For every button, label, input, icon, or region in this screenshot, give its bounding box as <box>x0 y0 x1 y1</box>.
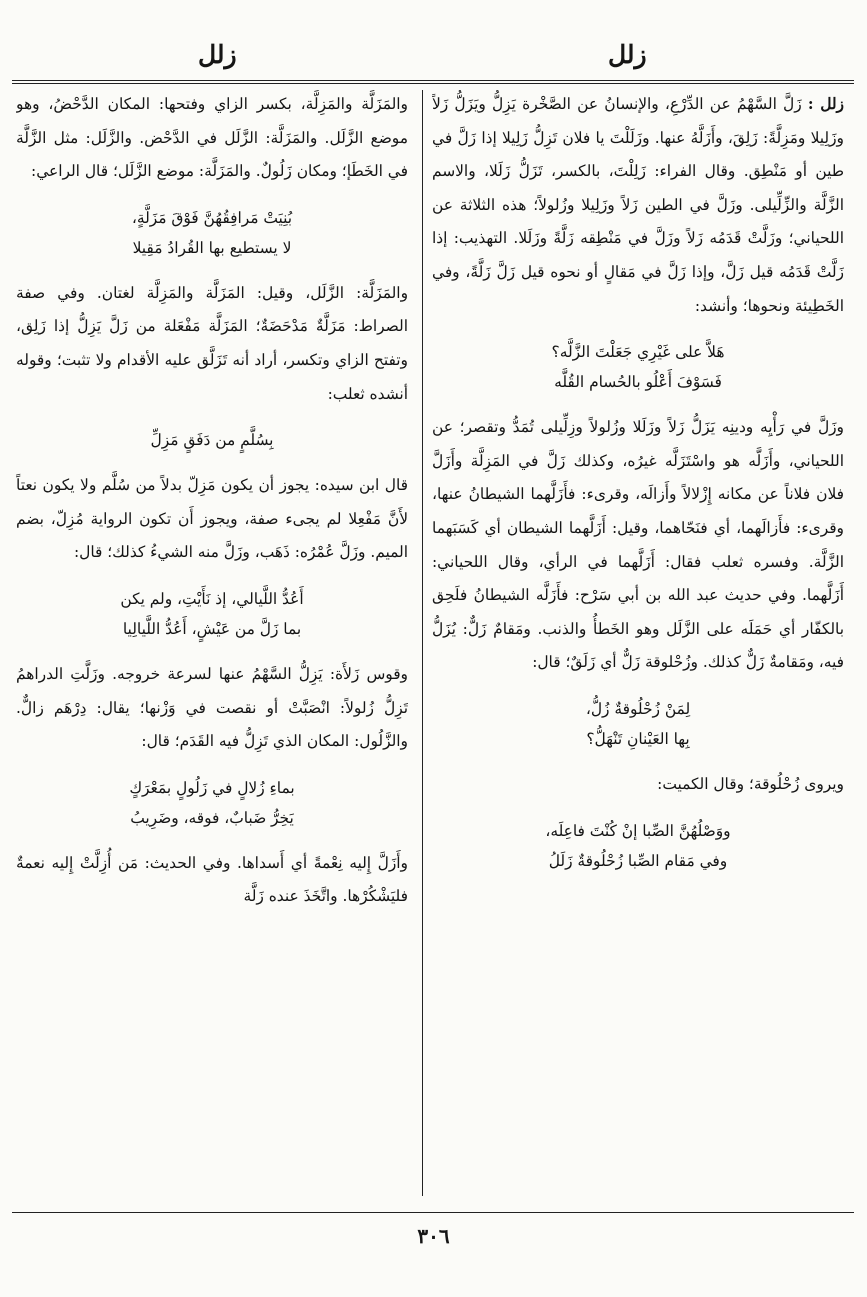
entry-paragraph <box>432 88 844 323</box>
entry-paragraph: والمَزَلَّة: الزَّلَل، وقيل: المَزَلَّة والمَزِلَّة لغتان. وفي صفة الصراط: مَزَلَّةٌ مَدْحَضَةٌ؛ المَزَلَّة مَفْعَلة من زَلَّ يَزِلُّ إذا زَلِق، وتفتح الزاي وتكسر، أراد أنه تَزَلَّق عليه الأقدام ولا تثبت؛ وقوله أنشده ثعلب: <box>16 283 408 403</box>
entry-text: زَلَّ السَّهْمُ عن الدِّرْعِ، والإنسانُ عن الصَّخْرة يَزِلُّ ويَزَلُّ زَلاً وزَلِيلا ومَزِلَّةً: زَلِقَ، وأَزَلَّهُ عنها. وزَلَلْتَ يا فلان تَزِلُّ زَلِيلا إذا زَلَّ في طين أو مَنْطِق. وقال الفراء: زَلِلْتَ، بالكسر، تَزَلُّ زَلَلا، والاسم الزَّلَّة والزِّلِّيلى. وزَلَّ في الطين زَلاً وزَلِيلا وزُلولاً؛ هذه الثلاثة عن اللحياني؛ وزَلَّتْ قَدَمُه زَلاً وزَلَّ في مَنْطِقه زَلَّةً وزَلَلا. التهذيب: إذا زَلَّتْ قَدَمُه قيل زَلَّ، وإذا زَلَّ في مَقالٍ أو نحوه قيل زَلَّ زَلَّةً، وفي الخَطِيئة ونحوها؛ وأنشد: <box>432 95 844 315</box>
right-column <box>432 88 844 1198</box>
verse-line: لِمَنْ زُحْلُوقةٌ زُلُّ، <box>585 699 691 718</box>
verse <box>432 337 844 397</box>
header-root-right: زلل <box>608 40 647 69</box>
verse-line: بُنِيَتْ مَرافِقُهُنَّ فَوْقَ مَزَلَّةٍ، <box>131 208 293 227</box>
header-rule <box>12 80 854 81</box>
entry-paragraph: قال ابن سيده: يجوز أن يكون مَزِلّ بدلاً من سُلَّم ولا يكون نعتاً لأَنَّ مَفْعِلا لم يجىء صفة، ويجوز أَن تكون الرواية مُزِلّ، بضم الميم. وزَلَّ عُمْرُه: ذَهَب، وزَلَّ منه الشيءُ كذلك؛ قال: <box>16 476 408 562</box>
page-number: ٣٠٦ <box>417 1224 450 1248</box>
header-root-left: زلل <box>198 40 237 69</box>
verse <box>16 203 408 263</box>
entry-paragraph: وقوس زَلأَة: يَزِلُّ السَّهْمُ عنها لسرعة خروجه. وزَلَّتِ الدراهمُ تَزِلُّ زُلولاً: انْصَبَّتْ أو نقصت في وَزْنها؛ يقال: دِرْهَم زالٌّ. والزَّلُول: المكان الذي تَزِلُّ فيه القَدَم؛ قال: <box>16 664 408 751</box>
header-rule-double <box>12 83 854 84</box>
verse <box>432 816 844 876</box>
verse-line: بِسُلَّمٍ من دَفَقٍ مَزِلِّ <box>150 431 274 450</box>
verse-line: أَعُدُّ اللَّيالي، إذ نَأَيْتِ، ولم يكن <box>120 589 304 608</box>
column-divider <box>422 90 423 1196</box>
verse <box>432 694 844 754</box>
entry-paragraph: ويروى زُحْلُوقة؛ وقال الكميت: <box>657 774 844 793</box>
verse-line: وفي مَقام الصِّبا زُحْلُوقةٌ زَلَلُ <box>548 851 728 870</box>
verse-line: بماءِ زُلالٍ في زَلُولٍ بمَعْرَكٍ <box>129 778 295 797</box>
entry-headword: زلل : <box>807 95 844 113</box>
verse-line: يَخِرُّ ضَبابٌ، فوقه، وضَرِيبُ <box>130 808 294 827</box>
verse-line: فَسَوْفَ أَعْلُو بالحُسام القُلَّه <box>554 373 722 392</box>
verse <box>16 425 408 455</box>
verse <box>16 584 408 644</box>
verse-line: هَلاَّ على غَيْرِي جَعَلْتَ الزَّلَّه؟ <box>551 343 725 362</box>
verse-line: ووَصْلُهُنَّ الصِّبا إنْ كُنْتَ فاعِلَه، <box>545 821 731 840</box>
verse-line: بما زَلَّ من عَيْشٍ، أَعُدُّ اللَّيالِيا <box>122 619 302 638</box>
verse-line: بِها العَيْنانِ تَنْهَلُّ؟ <box>586 729 690 748</box>
verse <box>16 773 408 833</box>
entry-paragraph: وأَزَلَّ إِليه نِعْمةً أي أَسداها. وفي الحديث: مَن أُزِلَّتْ إِليه نعمةٌ فليَشْكُرْها. واتَّخَذَ عنده زَلَّة <box>16 853 408 906</box>
entry-paragraph: وزَلَّ في رَأْيِه ودينِه يَزَلُّ زَلاً وزَلَلا وزُلولاً وزِلِّيلى تُمَدُّ وتقصر؛ عن اللحياني، وأَزَلَّه هو واسْتَزَلَّه غيرُه، وكذلك زَلَّ في المَزِلَّة وأَزَلَّ فلان فلاناً عن مكانه إِزْلالاً وأَزالَه، وقرىء: فأَزَلَّهما الشيطانُ عنها، وقرىء: فأَزالَهما، أي فنَحّاهما، وقيل: أَزَلَّهما الشيطان أي كَسَبَهما الزَّلَّة. وفسره ثعلب فقال: أَزَلَّهما في الرأي، وقال اللحياني: أَزَلَّهما. وفي حديث عبد الله بن أبي سَرْح: فأَزَلَّه الشيطانُ فلَحِق بالكفّار أي حَمَلَه على الزَّلَل وهو الخَطأُ والذنب. ومَقامٌ زَلٌّ: يُزَلُّ فيه، ومَقامةٌ زَلٌّ كذلك. وزُحْلوقة زَلٌّ أي زَلَقٌ؛ قال: <box>432 418 844 672</box>
entry-paragraph: والمَزَلَّة والمَزِلَّة، بكسر الزاي وفتحها: المكان الدَّحْضُ، وهو موضع الزَّلَل. والمَزَلَّة: الزَّلَل في الدَّحْض. والزَّلَل: مثل الزَّلَّة في الخَطَإ؛ ومكان زَلُولٌ. والمَزَلَّة: موضع الزَّلَل؛ قال الراعي: <box>16 95 408 181</box>
footer-rule <box>12 1212 854 1213</box>
left-column <box>16 88 408 1198</box>
verse-line: لا يستطيع بها القُرادُ مَقِيلا <box>132 238 292 257</box>
